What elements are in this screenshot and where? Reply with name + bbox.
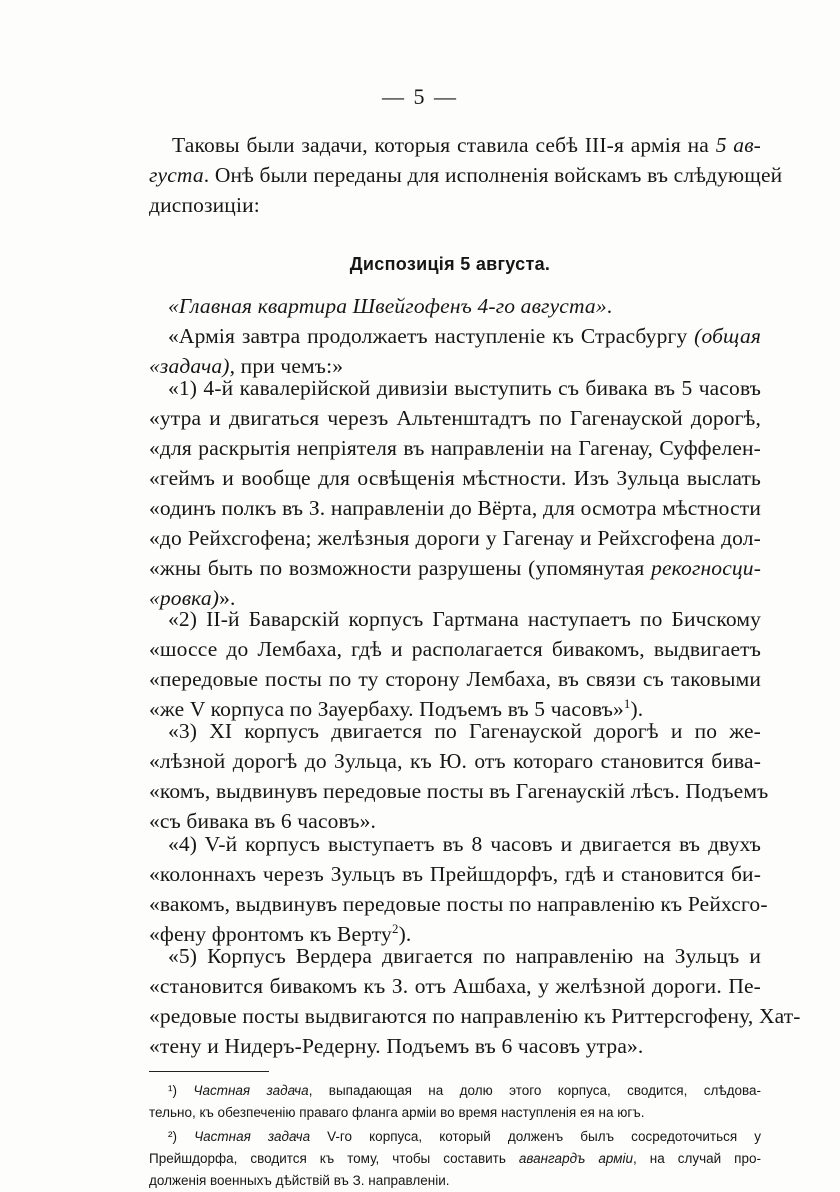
text-line: густа. Онѣ были переданы для исполненія войскамъ въ слѣдующей bbox=[149, 163, 783, 187]
text-line: «колоннахъ черезъ Зульцъ въ Прейшдорфъ, гдѣ и становится би- bbox=[149, 862, 761, 886]
text-line: «Главная квартира Швейгофенъ 4-го августа». bbox=[168, 294, 613, 318]
text-line: «становится бивакомъ къ З. отъ Ашбаха, у желѣзной дороги. Пе- bbox=[149, 974, 761, 998]
footnote-line: долженія военныхъ дѣйствій въ З. направленіи. bbox=[149, 1173, 450, 1188]
text-line: «для раскрытія непріятеля въ направленіи на Гагенау, Суффелен- bbox=[149, 436, 761, 460]
text-line: диспозиціи: bbox=[149, 193, 260, 217]
text-line: «тену и Нидеръ-Редерну. Подъемъ въ 6 часовъ утра». bbox=[149, 1034, 644, 1058]
text-line: «передовые посты по ту сторону Лембаха, въ связи съ таковыми bbox=[149, 667, 761, 691]
section-heading: Диспозиція 5 августа. bbox=[349, 254, 551, 274]
footnote-line: тельно, къ обезпеченію праваго фланга арміи во время наступленія ея на югъ. bbox=[149, 1105, 645, 1120]
footnote-line: ²) Частная задача V-го корпуса, который долженъ былъ сосредоточиться у bbox=[168, 1129, 761, 1144]
text-line: «геймъ и вообще для освѣщенія мѣстности. Изъ Зульца выслать bbox=[149, 466, 761, 490]
text-line: «лѣзной дорогѣ до Зульца, къ Ю. отъ котораго становится бива- bbox=[149, 749, 761, 773]
text-line: «комъ, выдвинувъ передовые посты въ Гагенаускій лѣсъ. Подъемъ bbox=[149, 779, 769, 803]
text-line: «фену фронтомъ къ Верту$^2$). bbox=[149, 921, 412, 946]
text-line: «5) Корпусъ Вердера двигается по направленію на Зульцъ и bbox=[168, 944, 761, 968]
text-line: «задача), при чемъ:» bbox=[149, 354, 344, 378]
text-line: «Армія завтра продолжаетъ наступленіе къ Страсбургу (общая bbox=[168, 324, 761, 348]
text-line: «же V корпуса по Зауербаху. Подъемъ въ 5 часовъ»$^1$). bbox=[149, 696, 644, 721]
text-line: «жны быть по возможности разрушены (упомянутая рекогносци- bbox=[149, 556, 761, 580]
text-line: «съ бивака въ 6 часовъ». bbox=[149, 809, 377, 833]
text-line: «вакомъ, выдвинувъ передовые посты по направленію къ Рейхсго- bbox=[149, 892, 768, 916]
text-line: «4) V-й корпусъ выступаетъ въ 8 часовъ и двигается въ двухъ bbox=[168, 832, 761, 856]
footnote-line: ¹) Частная задача, выпадающая на долю этого корпуса, сводится, слѣдова- bbox=[168, 1083, 762, 1098]
text-line: «шоссе до Лембаха, гдѣ и располагается бивакомъ, выдвигаетъ bbox=[149, 637, 761, 661]
text-line: «ровка)». bbox=[149, 586, 236, 610]
footnote-ref: 1 bbox=[623, 696, 631, 711]
text-line: «1) 4-й кавалерійской дивизіи выступить съ бивака въ 5 часовъ bbox=[168, 376, 761, 400]
text-line: «2) II-й Баварскій корпусъ Гартмана наступаетъ по Бичскому bbox=[168, 607, 761, 631]
footnote-line: Прейшдорфа, сводится къ тому, чтобы составить авангардъ арміи, на случай про- bbox=[149, 1151, 761, 1166]
text-line: «одинъ полкъ въ З. направленіи до Вёрта, для осмотра мѣстности bbox=[149, 496, 761, 520]
text-line: «3) XI корпусъ двигается по Гагенауской дорогѣ и по же- bbox=[168, 719, 761, 743]
footnote-ref: 2 bbox=[391, 921, 399, 936]
text-line: Таковы были задачи, которыя ставила себѣ III-я армія на 5 ав- bbox=[172, 133, 761, 157]
page-number: — 5 — bbox=[382, 84, 458, 109]
text-line: «редовые посты выдвигаются по направленію къ Риттерсгофену, Хат- bbox=[149, 1004, 801, 1028]
text-line: «утра и двигаться черезъ Альтенштадтъ по Гагенауской дорогѣ, bbox=[149, 406, 761, 430]
footnote-rule bbox=[149, 1071, 269, 1072]
text-line: «до Рейхсгофена; желѣзныя дороги у Гагенау и Рейхсгофена дол- bbox=[149, 526, 761, 550]
